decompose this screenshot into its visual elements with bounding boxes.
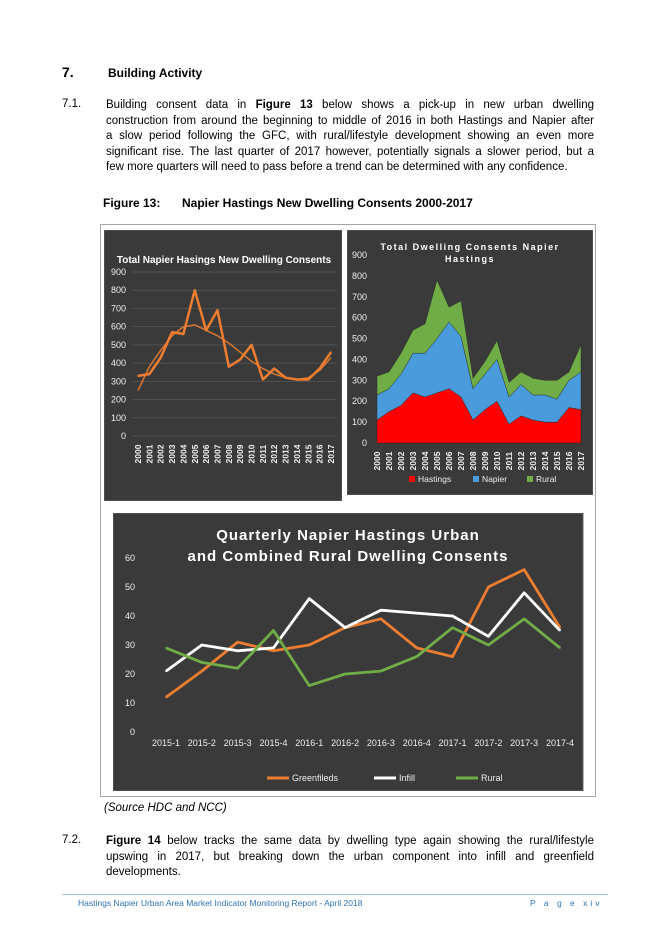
data-point — [165, 647, 167, 649]
data-point — [559, 630, 561, 632]
y-tick-label: 600 — [351, 312, 367, 323]
y-tick-label: 20 — [124, 669, 135, 679]
data-point — [307, 379, 309, 381]
y-tick-label: 500 — [351, 333, 367, 344]
paragraph-text: construction from around the beginning to middle of 2016 in both Hastings and Napier after — [106, 114, 594, 127]
y-tick-label: 600 — [110, 321, 126, 332]
x-tick-label: 2004 — [420, 451, 430, 471]
y-tick-label: 0 — [361, 438, 367, 448]
data-point — [201, 662, 203, 664]
x-tick-label: 2007 — [212, 444, 223, 464]
data-point — [165, 670, 167, 672]
x-tick-label: 2016 — [314, 444, 325, 464]
x-tick-label: 2003 — [408, 451, 418, 471]
paragraph-line — [106, 145, 594, 161]
y-tick-label: 500 — [110, 339, 126, 350]
x-tick-label: 2014 — [540, 451, 550, 471]
data-point — [237, 650, 239, 652]
x-tick-label: 2013 — [528, 451, 538, 471]
y-tick-label: 200 — [110, 394, 126, 405]
data-point — [171, 331, 173, 333]
x-tick-label: 2002 — [396, 451, 406, 471]
data-point — [523, 592, 525, 594]
y-tick-label: 700 — [110, 303, 126, 314]
figure-13-frame — [100, 224, 596, 797]
y-tick-label: 300 — [351, 375, 367, 386]
x-tick-label: 2011 — [257, 444, 268, 464]
x-tick-label: 2009 — [480, 451, 490, 471]
y-tick-label: 400 — [110, 358, 126, 369]
figure-reference: Figure 14 — [106, 835, 161, 847]
paragraph-line — [106, 114, 594, 130]
x-tick-label: 2015 — [303, 444, 314, 464]
data-point — [416, 656, 418, 658]
x-tick-label: 2017 — [576, 451, 586, 471]
section-number: 7. — [62, 64, 74, 80]
data-point — [488, 636, 490, 638]
x-tick-label: 2007 — [456, 451, 466, 471]
paragraph-line — [106, 98, 594, 114]
paragraph-line — [106, 129, 594, 145]
data-point — [228, 366, 230, 368]
y-tick-label: 100 — [351, 417, 367, 428]
y-tick-label: 50 — [124, 582, 135, 592]
x-tick-label: 2015-4 — [259, 738, 288, 748]
paragraph-text: a slow period following the GFC, with rural/lifestyle development showing an even more — [106, 130, 594, 142]
footer-page-number: P a g e xiv — [530, 898, 603, 908]
data-point — [452, 615, 454, 617]
chart-quarterly-lines — [113, 513, 595, 791]
data-point — [194, 289, 196, 291]
y-tick-label: 800 — [351, 270, 367, 281]
data-point — [344, 627, 346, 629]
paragraph-text: developments. — [106, 866, 181, 878]
x-tick-label: 2010 — [492, 451, 502, 471]
x-tick-label: 2001 — [144, 444, 155, 464]
x-tick-label: 2016-2 — [331, 738, 360, 748]
x-tick-label: 2011 — [504, 451, 514, 471]
paragraph-line — [106, 865, 594, 881]
x-tick-label: 2016-3 — [366, 738, 395, 748]
y-tick-label: 30 — [124, 640, 135, 650]
data-point — [137, 375, 139, 377]
x-tick-label: 2012 — [269, 444, 280, 464]
chart-total-consents-line — [104, 230, 342, 501]
x-tick-label: 2009 — [235, 444, 246, 464]
paragraph-text: below tracks the same data by dwelling type again showing the rural/lifestyle — [160, 835, 594, 847]
x-tick-label: 2017-4 — [545, 738, 575, 748]
data-point — [380, 609, 382, 611]
data-point — [416, 647, 418, 649]
legend-label: Hastings — [418, 474, 452, 484]
data-point — [273, 630, 275, 632]
x-tick-label: 2016-4 — [402, 738, 431, 748]
section-title: Building Activity — [108, 66, 203, 80]
x-tick-label: 2003 — [167, 444, 178, 464]
source-note: (Source HDC and NCC) — [104, 802, 227, 814]
data-point — [262, 379, 264, 381]
data-point — [488, 586, 490, 588]
chart-title-line: Hastings — [444, 254, 496, 264]
chart-stacked-area — [347, 230, 593, 495]
y-tick-label: 800 — [110, 285, 126, 296]
data-point — [165, 696, 167, 698]
data-point — [344, 673, 346, 675]
x-tick-label: 2016-1 — [295, 738, 324, 748]
x-tick-label: 2008 — [468, 451, 478, 471]
x-tick-label: 2008 — [223, 444, 234, 464]
legend-swatch — [527, 476, 533, 482]
footer-report-title: Hastings Napier Urban Area Market Indicator Monitoring Report - April 2018 — [78, 898, 363, 908]
y-tick-label: 200 — [351, 396, 367, 407]
x-tick-label: 2002 — [155, 444, 166, 464]
data-point — [559, 647, 561, 649]
data-point — [308, 644, 310, 646]
y-tick-label: 900 — [351, 250, 367, 260]
figure-label: Figure 13: — [103, 196, 161, 210]
x-tick-label: 2015-2 — [187, 738, 216, 748]
x-tick-label: 2006 — [201, 444, 212, 464]
paragraph-line — [106, 850, 594, 866]
data-point — [416, 612, 418, 614]
data-point — [380, 618, 382, 620]
x-tick-label: 2015-3 — [223, 738, 252, 748]
x-tick-label: 2017-2 — [474, 738, 503, 748]
data-point — [380, 670, 382, 672]
x-tick-label: 2006 — [444, 451, 454, 471]
y-tick-label: 60 — [124, 553, 135, 563]
data-point — [201, 644, 203, 646]
x-tick-label: 2017-3 — [510, 738, 539, 748]
data-point — [523, 618, 525, 620]
chart-title: Total Napier Hasings New Dwelling Consents — [116, 255, 332, 266]
data-point — [308, 685, 310, 687]
paragraph-7-1 — [106, 98, 594, 176]
chart-title-line: Quarterly Napier Hastings Urban — [216, 527, 480, 544]
y-tick-label: 900 — [110, 267, 126, 277]
paragraph-text: below shows a pick-up in new urban dwelling — [312, 99, 594, 111]
data-point — [308, 598, 310, 600]
x-tick-label: 2000 — [133, 444, 143, 464]
data-point — [319, 368, 321, 370]
x-tick-label: 2015 — [552, 451, 562, 471]
data-point — [149, 373, 151, 375]
paragraph-text: significant rise. The last quarter of 2017 however, potentially signals a slower period, but a — [106, 145, 594, 158]
y-tick-label: 100 — [110, 412, 126, 423]
paragraph-line — [106, 834, 594, 850]
y-tick-label: 400 — [351, 354, 367, 365]
paragraph-7-2 — [106, 834, 594, 881]
x-tick-label: 2014 — [291, 444, 302, 464]
x-tick-label: 2004 — [178, 444, 189, 464]
data-point — [237, 641, 239, 643]
data-point — [488, 644, 490, 646]
x-tick-label: 2017 — [326, 444, 336, 464]
legend-label: Napier — [482, 474, 508, 484]
paragraph-number-2: 7.2. — [62, 834, 82, 846]
x-tick-label: 2012 — [516, 451, 526, 471]
x-tick-label: 2005 — [189, 444, 200, 464]
data-point — [217, 309, 219, 311]
legend-label: Rural — [536, 474, 557, 484]
y-tick-label: 40 — [124, 611, 135, 621]
data-point — [452, 627, 454, 629]
paragraph-line — [106, 160, 594, 176]
x-tick-label: 2015-1 — [151, 738, 181, 748]
data-point — [237, 667, 239, 669]
data-point — [239, 359, 241, 361]
y-tick-label: 700 — [351, 291, 367, 302]
paragraph-text: Building consent data in — [106, 99, 256, 111]
x-tick-label: 2005 — [432, 451, 442, 471]
data-point — [273, 368, 275, 370]
y-tick-label: 10 — [124, 698, 135, 708]
data-point — [452, 656, 454, 658]
data-point — [160, 357, 162, 359]
data-point — [183, 333, 185, 335]
x-tick-label: 2013 — [280, 444, 291, 464]
y-tick-label: 300 — [110, 376, 126, 387]
paragraph-number: 7.1. — [62, 98, 82, 110]
data-point — [285, 377, 287, 379]
data-point — [273, 650, 275, 652]
chart-title-line: and Combined Rural Dwelling Consents — [187, 548, 509, 565]
y-tick-label: 0 — [129, 727, 135, 737]
data-point — [296, 379, 298, 381]
legend-label: Infill — [399, 773, 416, 783]
paragraph-text: few more quarters will need to pass before a trend can be determined with any confidence. — [106, 161, 568, 173]
legend-swatch — [409, 476, 415, 482]
data-point — [205, 330, 207, 332]
x-tick-label: 2010 — [246, 444, 257, 464]
figure-reference: Figure 13 — [255, 99, 313, 111]
legend-label: Rural — [481, 773, 503, 783]
x-tick-label: 2016 — [564, 451, 574, 471]
footer-divider — [62, 894, 608, 895]
data-point — [201, 670, 203, 672]
x-tick-label: 2000 — [372, 451, 382, 471]
paragraph-text: upswing in 2017, but breaking down the urban component into infill and greenfield — [106, 850, 594, 863]
legend-swatch — [473, 476, 479, 482]
x-tick-label: 2001 — [384, 451, 394, 471]
y-tick-label: 0 — [120, 431, 126, 441]
figure-title: Napier Hastings New Dwelling Consents 2000-2017 — [182, 196, 473, 210]
data-point — [523, 569, 525, 571]
chart-title-line: Total Dwelling Consents Napier — [380, 242, 560, 252]
data-point — [273, 647, 275, 649]
x-tick-label: 2017-1 — [438, 738, 467, 748]
data-point — [251, 344, 253, 346]
legend-label: Greenfileds — [292, 773, 339, 783]
data-point — [330, 351, 332, 353]
